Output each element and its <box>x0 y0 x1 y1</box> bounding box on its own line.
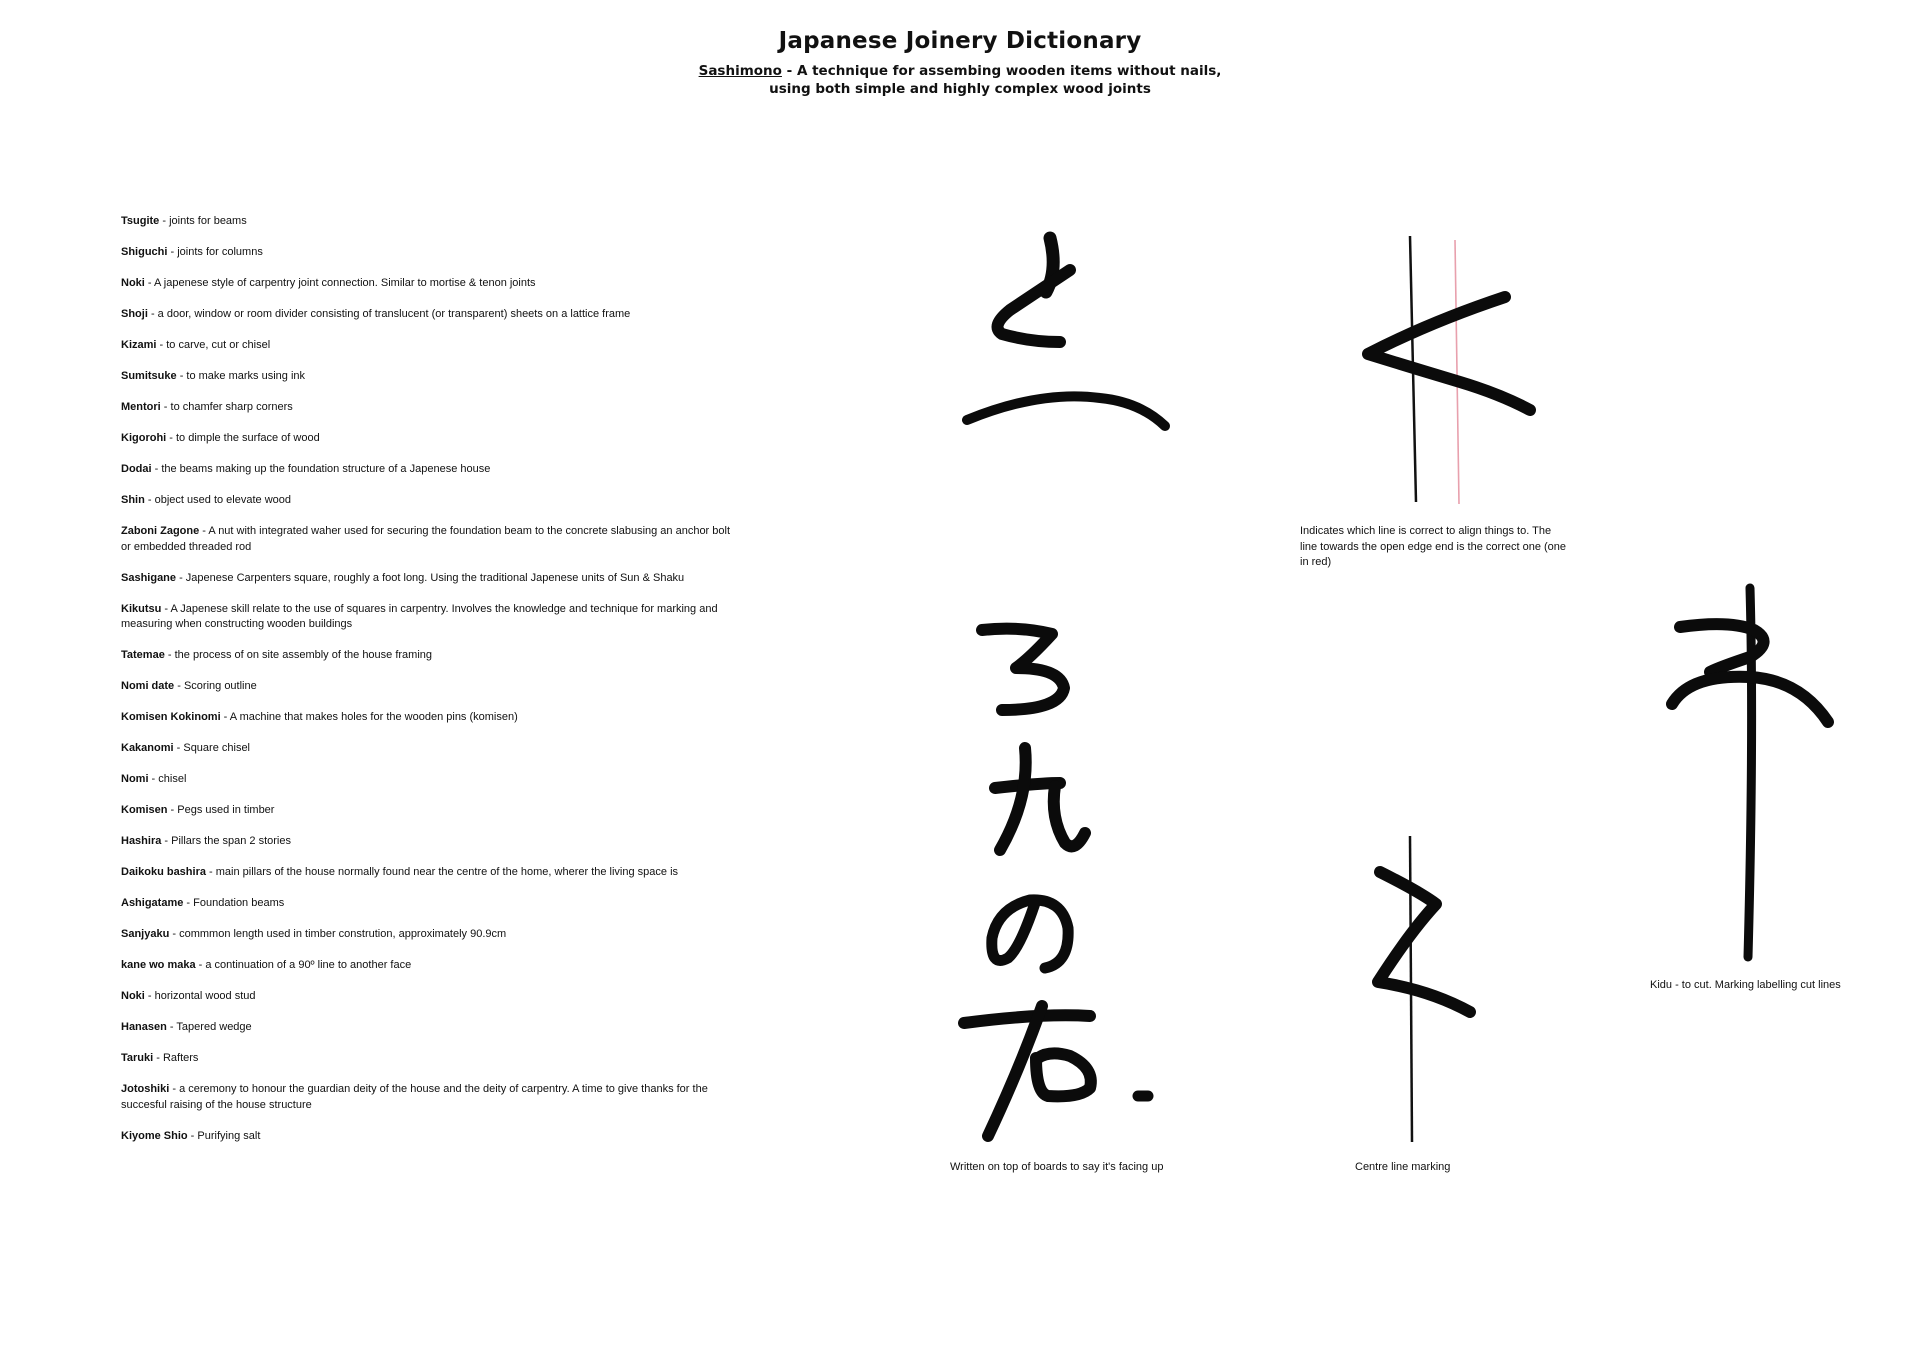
glossary-definition: - the process of on site assembly of the house framing <box>164 649 433 661</box>
glossary-term: Jotoshiki <box>121 1083 170 1095</box>
glossary-term: Mentori <box>121 401 161 413</box>
glossary-definition: - a door, window or room divider consisting of translucent (or transparent) sheets on a lattice frame <box>147 308 631 320</box>
glossary-item <box>121 803 731 819</box>
glossary-definition: - Scoring outline <box>174 680 257 692</box>
glossary-term: Tatemae <box>121 649 165 661</box>
glossary-item <box>121 307 731 323</box>
glossary-list <box>121 214 731 1160</box>
glossary-item <box>121 462 731 478</box>
glossary-item <box>121 1051 731 1067</box>
glossary-term: Shiguchi <box>121 246 168 258</box>
glossary-term: Sanjyaku <box>121 928 170 940</box>
glossary-item <box>121 958 731 974</box>
kidu-mark <box>1650 582 1850 962</box>
glossary-item <box>121 710 731 726</box>
glossary-term: Sumitsuke <box>121 370 177 382</box>
glossary-term: Kakanomi <box>121 742 174 754</box>
glossary-item <box>121 524 731 555</box>
page-header <box>0 28 1920 98</box>
centre-line-svg <box>1330 832 1490 1152</box>
glossary-item <box>121 1129 731 1145</box>
glossary-term: Hashira <box>121 835 162 847</box>
glossary-definition: - to carve, cut or chisel <box>156 339 271 351</box>
glossary-item <box>121 896 731 912</box>
glossary-term: Noki <box>121 990 145 1002</box>
glossary-term: Kizami <box>121 339 157 351</box>
glossary-item <box>121 338 731 354</box>
glossary-definition: - chisel <box>148 773 187 785</box>
glossary-term: Nomi date <box>121 680 175 692</box>
glossary-definition: - Pillars the span 2 stories <box>161 835 291 847</box>
glossary-definition: - to chamfer sharp corners <box>160 401 293 413</box>
glossary-item <box>121 1020 731 1036</box>
glossary-definition: - Foundation beams <box>183 897 285 909</box>
glossary-term: Nomi <box>121 773 149 785</box>
glossary-item <box>121 214 731 230</box>
glossary-term: Zaboni Zagone <box>121 525 200 537</box>
glossary-term: Hanasen <box>121 1021 167 1033</box>
glossary-item <box>121 276 731 292</box>
glossary-item <box>121 989 731 1005</box>
glossary-definition: - Square chisel <box>173 742 251 754</box>
glossary-definition: - object used to elevate wood <box>144 494 291 506</box>
glossary-item <box>121 431 731 447</box>
alignment-mark <box>1300 232 1560 512</box>
glossary-term: Taruki <box>121 1052 154 1064</box>
kidu-caption: Kidu - to cut. Marking labelling cut lines <box>1650 979 1841 991</box>
glossary-term: Sashigane <box>121 571 177 584</box>
glossary-item <box>121 493 731 509</box>
calligraphy-to-mark <box>950 230 1190 440</box>
glossary-item <box>121 741 731 757</box>
centre-line-caption: Centre line marking <box>1355 1161 1451 1173</box>
glossary-definition: - joints for beams <box>159 215 247 227</box>
subtitle-term: Sashimono <box>698 63 782 79</box>
alignment-caption: Indicates which line is correct to align things to. The line towards the open edge end is the correct one (one in red) <box>1300 525 1567 568</box>
glossary-term: Ashigatame <box>121 897 184 909</box>
glossary-definition: - main pillars of the house normally found near the centre of the home, wherer the living space is <box>205 866 679 878</box>
glossary-definition: - Purifying salt <box>187 1129 261 1142</box>
glossary-definition: - A nut with integrated waher used for securing the foundation beam to the concrete slabusing an anchor bolt or embedded threaded rod <box>121 525 731 553</box>
glossary-item <box>121 679 731 695</box>
glossary-definition: - joints for columns <box>167 246 263 258</box>
glossary-term: Kiyome Shio <box>121 1129 188 1142</box>
glossary-definition: - A japenese style of carpentry joint connection. Similar to mortise & tenon joints <box>144 277 536 289</box>
calligraphy-to-svg <box>950 230 1190 440</box>
glossary-definition: - A machine that makes holes for the wooden pins (komisen) <box>220 711 518 723</box>
calligraphy-column-svg <box>950 618 1180 1158</box>
glossary-definition: - a ceremony to honour the guardian deity of the house and the deity of carpentry. A time to give thanks for the succesful raising of the house structure <box>121 1083 708 1111</box>
glossary-item <box>121 1082 731 1113</box>
glossary-item <box>121 369 731 385</box>
page-subtitle <box>680 62 1240 98</box>
glossary-definition: - A Japenese skill relate to the use of squares in carpentry. Involves the knowledge and technique for marking and measuring when constructing wooden buildings <box>121 602 718 630</box>
glossary-term: Shoji <box>121 308 148 320</box>
glossary-term: Kikutsu <box>121 602 162 615</box>
glossary-item <box>121 602 731 633</box>
glossary-item <box>121 648 731 664</box>
glossary-definition: - Rafters <box>153 1052 199 1064</box>
glossary-definition: - Japenese Carpenters square, roughly a foot long. Using the traditional Japenese units of Sun & Shaku <box>176 571 685 584</box>
glossary-term: Shin <box>121 494 145 506</box>
subtitle-text: - A technique for assembing wooden items without nails, using both simple and highly complex wood joints <box>769 63 1222 97</box>
glossary-term: Daikoku bashira <box>121 866 206 878</box>
glossary-definition: - commmon length used in timber constrution, approximately 90.9cm <box>169 928 507 940</box>
facing-up-caption: Written on top of boards to say it's facing up <box>950 1161 1164 1173</box>
calligraphy-column-mark <box>950 618 1180 1158</box>
kidu-svg <box>1650 582 1850 962</box>
glossary-definition: - Tapered wedge <box>166 1021 252 1033</box>
glossary-item <box>121 834 731 850</box>
glossary-item <box>121 772 731 788</box>
glossary-item <box>121 927 731 943</box>
glossary-definition: - to dimple the surface of wood <box>166 432 320 444</box>
glossary-term: Kigorohi <box>121 432 167 444</box>
glossary-item <box>121 400 731 416</box>
alignment-svg <box>1300 232 1560 512</box>
glossary-term: Tsugite <box>121 215 160 227</box>
glossary-definition: - to make marks using ink <box>176 370 306 382</box>
glossary-definition: - the beams making up the foundation structure of a Japenese house <box>151 463 491 475</box>
glossary-term: Noki <box>121 277 145 289</box>
glossary-term: Komisen Kokinomi <box>121 711 221 723</box>
glossary-term: Dodai <box>121 463 152 475</box>
glossary-definition: - horizontal wood stud <box>144 990 256 1002</box>
centre-line-mark <box>1330 832 1490 1152</box>
glossary-item <box>121 245 731 261</box>
red-guide-line <box>1455 240 1459 504</box>
glossary-definition: - Pegs used in timber <box>167 804 275 816</box>
glossary-definition: - a continuation of a 90º line to another face <box>195 959 412 971</box>
glossary-term: Komisen <box>121 804 168 816</box>
glossary-term: kane wo maka <box>121 959 196 971</box>
glossary-item <box>121 571 731 587</box>
page-title: Japanese Joinery Dictionary <box>778 28 1142 54</box>
glossary-item <box>121 865 731 881</box>
